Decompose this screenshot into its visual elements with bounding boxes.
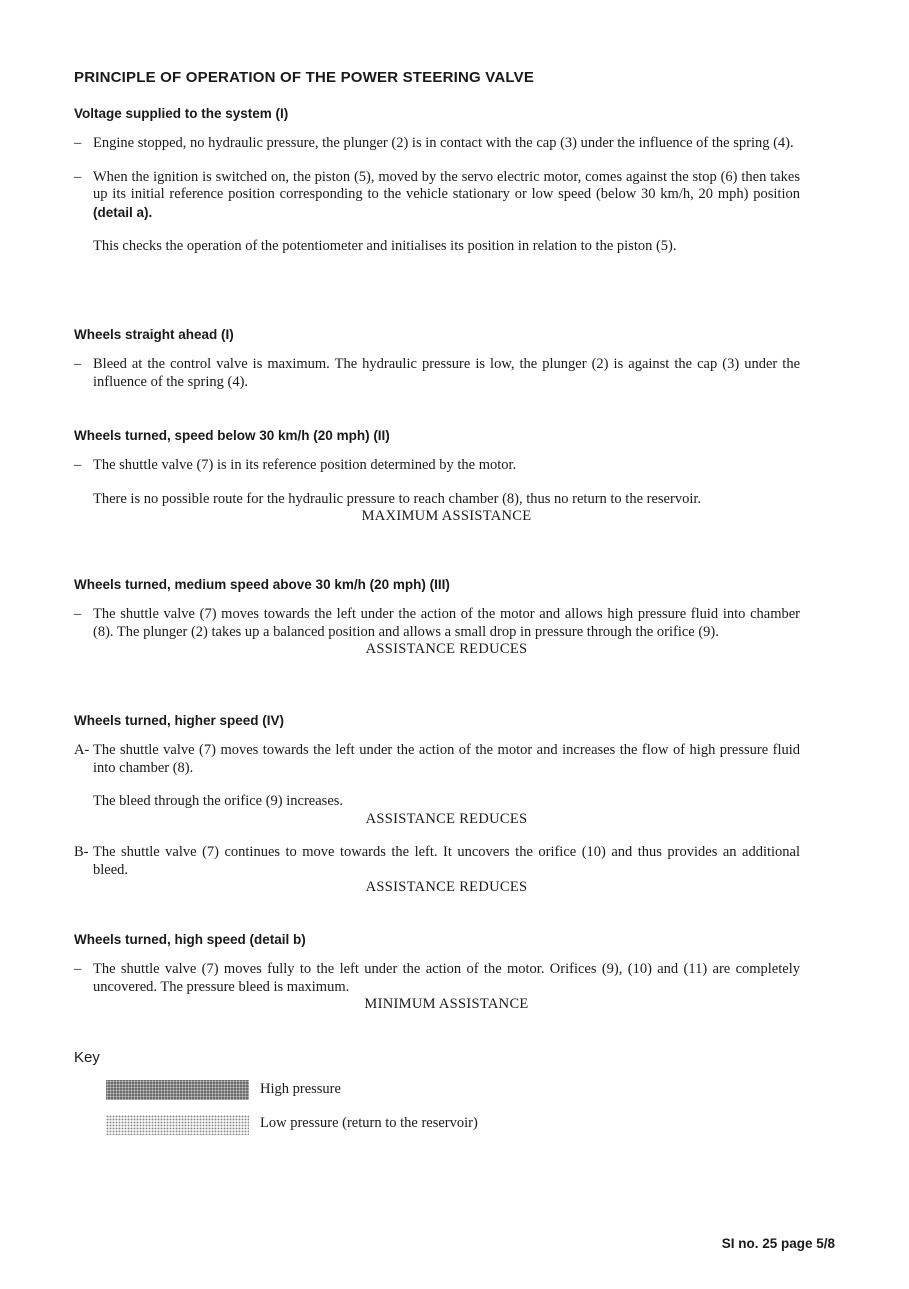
high-pressure-label: High pressure — [260, 1081, 341, 1097]
item-text: Bleed at the control valve is maximum. The hydraulic pressure is low, the plunger (2) is against the cap (3) under the influence of the spring (4). — [93, 356, 800, 390]
key-title: Key — [74, 1049, 100, 1066]
low-pressure-swatch — [106, 1115, 249, 1135]
list-item — [74, 961, 800, 996]
section-paragraph: The bleed through the orifice (9) increases. — [93, 793, 344, 809]
list-item — [74, 356, 800, 391]
section-heading: Wheels turned, medium speed above 30 km/h (20 mph) (III) — [74, 577, 450, 592]
section-heading: Wheels turned, high speed (detail b) — [74, 932, 306, 947]
list-item — [74, 457, 800, 475]
section-voltage-supplied — [74, 106, 800, 256]
section-heading: Voltage supplied to the system (I) — [74, 106, 289, 121]
assistance-result: ASSISTANCE REDUCES — [365, 879, 528, 895]
section-high-speed — [74, 932, 800, 1014]
section-heading: Wheels straight ahead (I) — [74, 327, 234, 342]
item-text: The shuttle valve (7) is in its reference position determined by the motor. — [93, 457, 517, 473]
section-wheels-straight — [74, 327, 800, 391]
list-item — [74, 135, 800, 153]
detail-reference: (detail a). — [93, 204, 153, 220]
assistance-result: MAXIMUM ASSISTANCE — [361, 508, 532, 524]
item-dash: – — [74, 356, 82, 372]
item-text: The shuttle valve (7) moves fully to the left under the action of the motor. Orifices (9), (10) and (11) are completely uncovered. The pressure bleed is maximum. — [93, 961, 800, 995]
section-heading: Wheels turned, speed below 30 km/h (20 mph) (II) — [74, 428, 390, 443]
item-dash: – — [74, 135, 82, 151]
section-higher-speed — [74, 713, 800, 897]
page-footer: SI no. 25 page 5/8 — [721, 1236, 835, 1251]
item-letter: B- — [74, 844, 89, 860]
high-pressure-swatch — [106, 1080, 249, 1100]
section-speed-below-30 — [74, 428, 800, 526]
item-text: The shuttle valve (7) continues to move towards the left. It uncovers the orifice (10) and thus provides an additional bleed. — [93, 844, 800, 878]
page-title: PRINCIPLE OF OPERATION OF THE POWER STEERING VALVE — [74, 69, 535, 86]
item-dash: – — [74, 606, 82, 622]
item-text: The shuttle valve (7) moves towards the left under the action of the motor and allows high pressure fluid into chamber (8). The plunger (2) takes up a balanced position and allows a small drop in pressure through the orifice (9). — [93, 606, 800, 640]
item-text: Engine stopped, no hydraulic pressure, the plunger (2) is in contact with the cap (3) under the influence of the spring (4). — [93, 135, 794, 151]
item-text: The shuttle valve (7) moves towards the left under the action of the motor and increases the flow of high pressure fluid into chamber (8). — [93, 742, 800, 776]
list-item — [74, 606, 800, 641]
section-heading: Wheels turned, higher speed (IV) — [74, 713, 285, 728]
item-dash: – — [74, 961, 82, 977]
assistance-result: MINIMUM ASSISTANCE — [364, 996, 529, 1012]
item-letter: A- — [74, 742, 90, 758]
low-pressure-label: Low pressure (return to the reservoir) — [260, 1115, 478, 1131]
list-item — [74, 169, 800, 223]
item-text: When the ignition is switched on, the piston (5), moved by the servo electric motor, comes against the stop (6) then takes up its initial reference position corresponding to the vehicle stationary or low speed (below 30 km/h, 20 mph) position — [93, 168, 800, 202]
section-paragraph: This checks the operation of the potentiometer and initialises its position in relation to the piston (5). — [93, 238, 677, 254]
section-paragraph: There is no possible route for the hydraulic pressure to reach chamber (8), thus no return to the reservoir. — [93, 490, 701, 507]
assistance-result: ASSISTANCE REDUCES — [365, 810, 528, 827]
item-dash: – — [74, 457, 82, 473]
item-dash: – — [74, 168, 82, 185]
assistance-result: ASSISTANCE REDUCES — [365, 641, 528, 657]
section-medium-speed — [74, 577, 800, 659]
list-item — [74, 742, 800, 777]
list-item — [74, 844, 800, 879]
